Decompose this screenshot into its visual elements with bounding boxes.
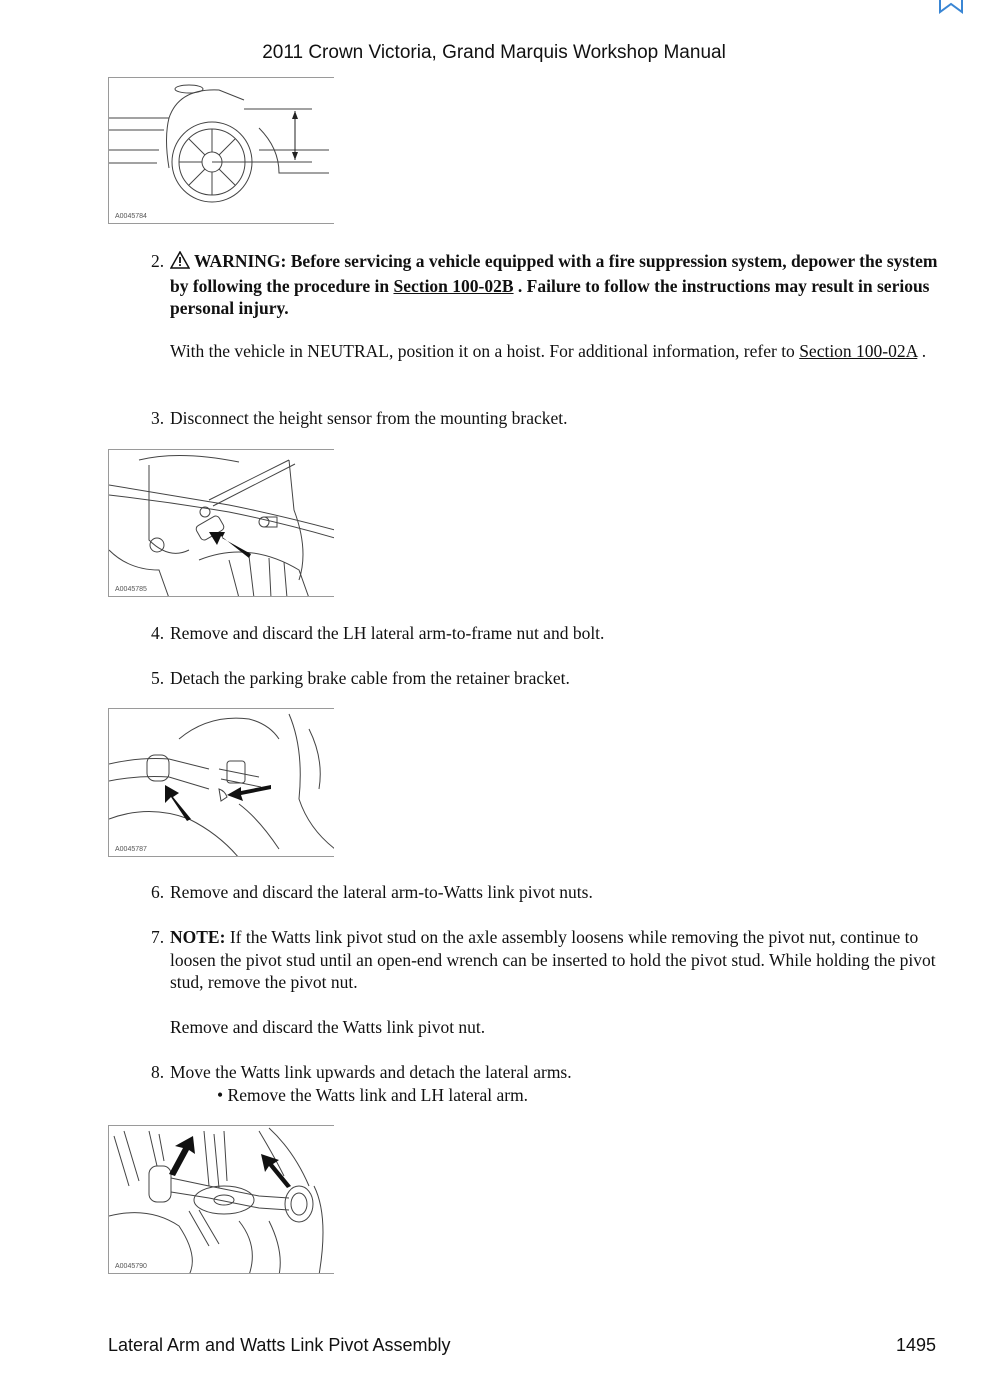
figure-id: A0045787 [115,846,147,853]
step-number: 5. [151,668,165,688]
warning-text-end: . Failure to follow the instructions may result in serious personal injury. [170,275,930,318]
section-link-100-02b[interactable]: Section 100-02B [393,275,514,296]
bookmark-icon[interactable] [938,0,966,19]
step-2-warning [170,250,940,320]
warning-text: Before servicing a vehicle equipped with a fire suppression system, depower the system by following the procedure in [170,251,938,296]
figure-watts-link [108,1125,334,1274]
step-2-period: . [921,341,927,361]
page-number: 1495 [896,1335,937,1355]
warning-triangle-icon [170,251,190,275]
step-number: 3. [151,408,165,428]
watts-link-lateral-arms-illustration [109,1126,334,1274]
step-number: 4. [151,623,165,643]
footer-section-title: Lateral Arm and Watts Link Pivot Assembly [108,1335,451,1355]
step-7-body: Remove and discard the Watts link pivot nut. [170,1017,486,1037]
step-number: 6. [151,882,165,902]
note-text: If the Watts link pivot stud on the axle assembly loosens while removing the pivot nut, continue to loosen the pivot stud until an open-end wrench can be inserted to hold the pivot stud. While holding the pivot stud, remove the pivot nut. [170,927,936,992]
bullet-text: Remove the Watts link and LH lateral arm. [227,1085,529,1105]
section-link-100-02a[interactable]: Section 100-02A [799,341,918,361]
step-2-body [170,340,940,363]
step-5-text: Detach the parking brake cable from the retainer bracket. [170,668,570,688]
bullet-item [217,1084,528,1107]
step-number: 7. [151,927,165,947]
warning-label: WARNING: [194,251,287,271]
height-sensor-bracket-illustration [109,450,334,597]
figure-id: A0045790 [115,1263,147,1270]
step-number: 8. [151,1062,165,1082]
step-4-text: Remove and discard the LH lateral arm-to-frame nut and bolt. [170,623,605,643]
step-number: 2. [151,251,165,271]
step-2-text: With the vehicle in NEUTRAL, position it on a hoist. For additional information, refer to [170,341,795,361]
figure-height-sensor [108,449,334,597]
figure-parking-brake-cable [108,708,334,857]
figure-id: A0045785 [115,586,147,593]
step-8-text: Move the Watts link upwards and detach the lateral arms. [170,1062,572,1082]
figure-wheel-height [108,77,334,224]
page-header-title: 2011 Crown Victoria, Grand Marquis Workshop Manual [262,42,726,63]
parking-brake-cable-retainer-illustration [109,709,334,857]
step-7-note [170,926,940,994]
figure-id: A0045784 [115,213,147,220]
wheel-height-measurement-illustration [109,78,334,224]
bullet-icon: • [217,1085,224,1105]
step-3-text: Disconnect the height sensor from the mounting bracket. [170,408,568,428]
step-6-text: Remove and discard the lateral arm-to-Watts link pivot nuts. [170,882,593,902]
note-label: NOTE: [170,927,226,947]
